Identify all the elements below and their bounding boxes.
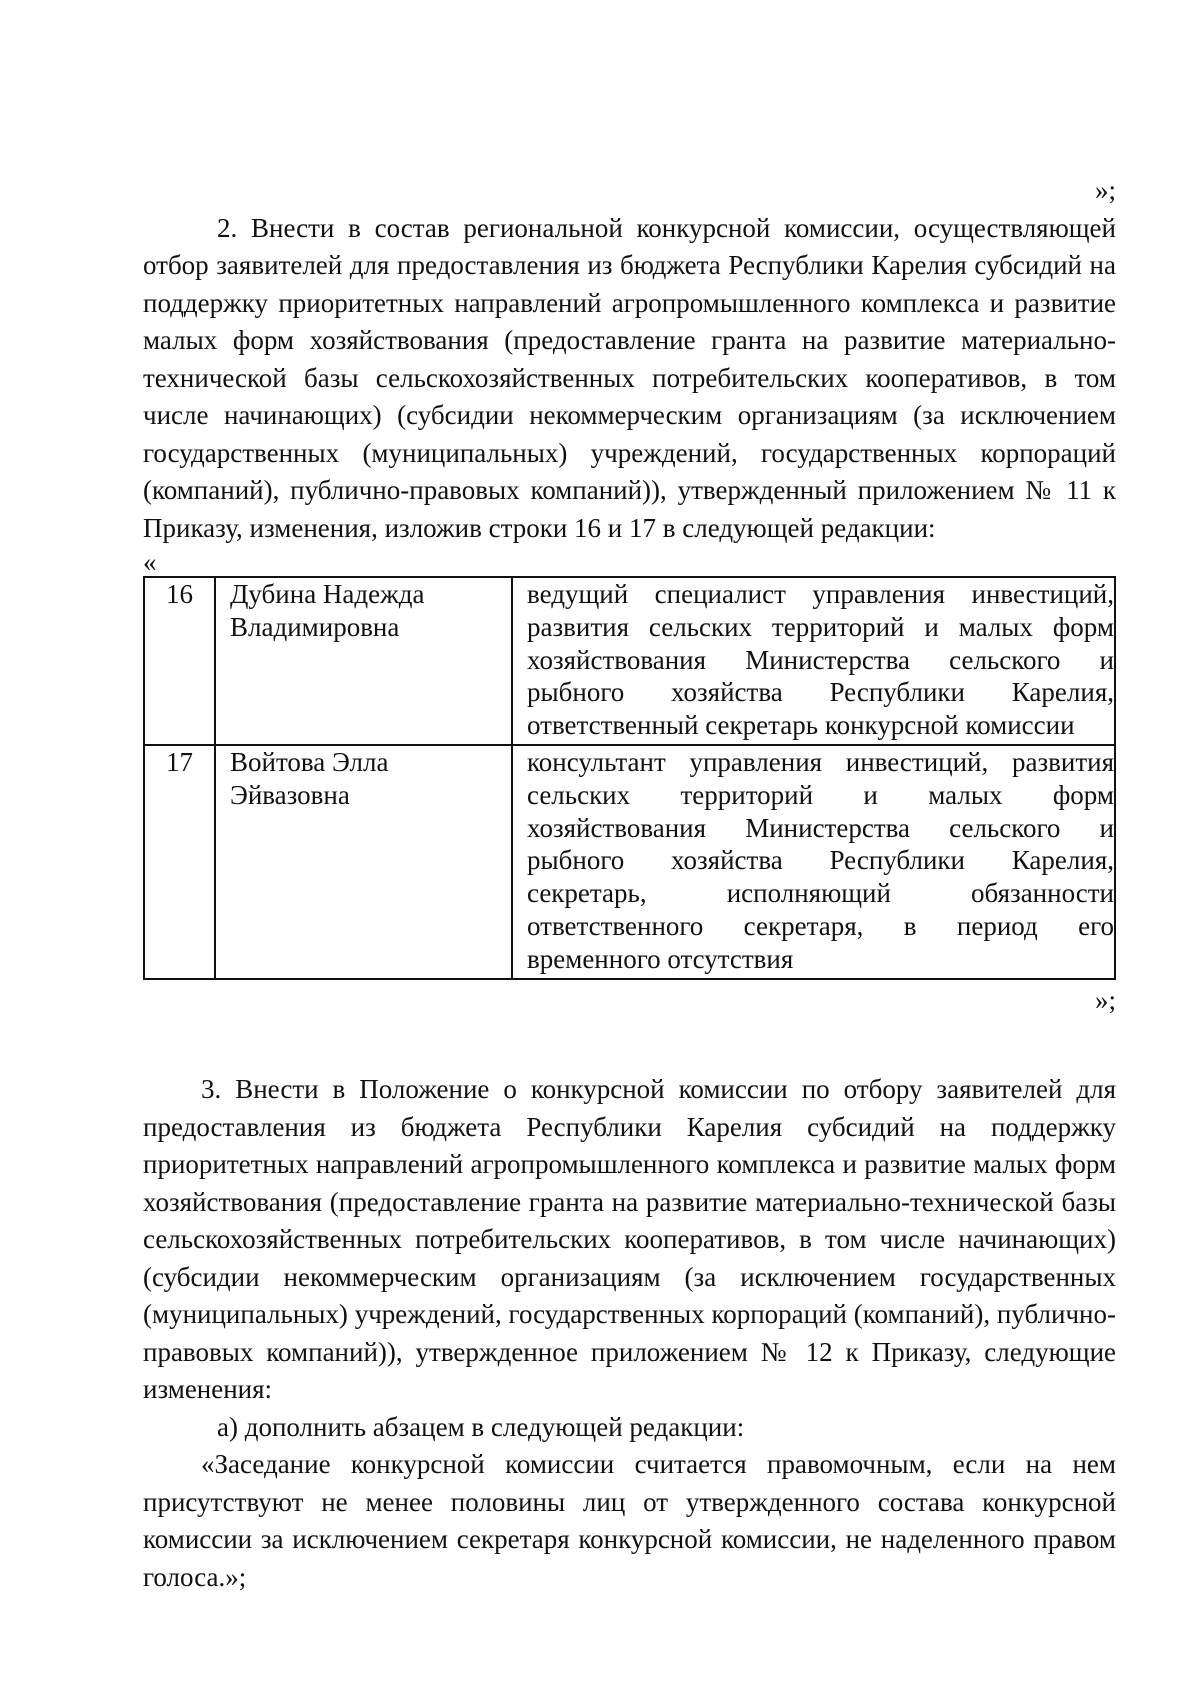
paragraph-quoted-text: «Заседание конкурсной комиссии считается правомочным, если на нем присутствуют не менее половины лиц от утвержденного состава конкурсной комиссии за исключением секретаря конкурсной комиссии, не наделенного правом голоса.»;	[143, 1449, 1116, 1592]
row-number: 16	[144, 577, 215, 745]
member-position: консультант управления инвестиций, развития сельских территорий и малых форм хозяйствования Министерства сельского и рыбного хозяйства Республики Карелия, секретарь, исполняющий обязанности ответственного секретаря, в период его временного отсутствия	[512, 745, 1115, 979]
member-position: ведущий специалист управления инвестиций, развития сельских территорий и малых форм хозяйствования Министерства сельского и рыбного хозяйства Республики Карелия, ответственный секретарь конкурсной комиссии	[512, 577, 1115, 745]
closing-quote-top: »;	[1094, 175, 1116, 205]
opening-quote: «	[143, 547, 157, 577]
closing-quote-table: »;	[1094, 984, 1116, 1015]
member-name: Дубина Надежда Владимировна	[215, 577, 512, 745]
members-table	[143, 576, 1116, 980]
paragraph-a: а) дополнить абзацем в следующей редакции:	[217, 1411, 745, 1442]
document-page	[143, 172, 1116, 1596]
table-row	[144, 745, 1115, 979]
table-row	[144, 577, 1115, 745]
row-number: 17	[144, 745, 215, 979]
member-name: Войтова Элла Эйвазовна	[215, 745, 512, 979]
spacer	[143, 1019, 1116, 1071]
paragraph-2: 2. Внести в состав региональной конкурсной комиссии, осуществляющей отбор заявителей для предоставления из бюджета Республики Карелия субсидий на поддержку приоритетных направлений агропромышленного комплекса и развитие малых форм хозяйствования (предоставление гранта на развитие материально-технической базы сельскохозяйственных потребительских кооперативов, в том числе начинающих) (субсидии некоммерческим организациям (за исключением государственных (муниципальных) учреждений, государственных корпораций (компаний), публично-правовых компаний)), утвержденный приложением № 11 к Приказу, изменения, изложив строки 16 и 17 в следующей редакции:	[143, 212, 1116, 543]
paragraph-3: 3. Внести в Положение о конкурсной комиссии по отбору заявителей для предоставления из бюджета Республики Карелия субсидий на поддержку приоритетных направлений агропромышленного комплекса и развитие малых форм хозяйствования (предоставление гранта на развитие материально-технической базы сельскохозяйственных потребительских кооперативов, в том числе начинающих) (субсидии некоммерческим организациям (за исключением государственных (муниципальных) учреждений, государственных корпораций (компаний), публично-правовых компаний)), утвержденное приложением № 12 к Приказу, следующие изменения:	[143, 1074, 1116, 1405]
